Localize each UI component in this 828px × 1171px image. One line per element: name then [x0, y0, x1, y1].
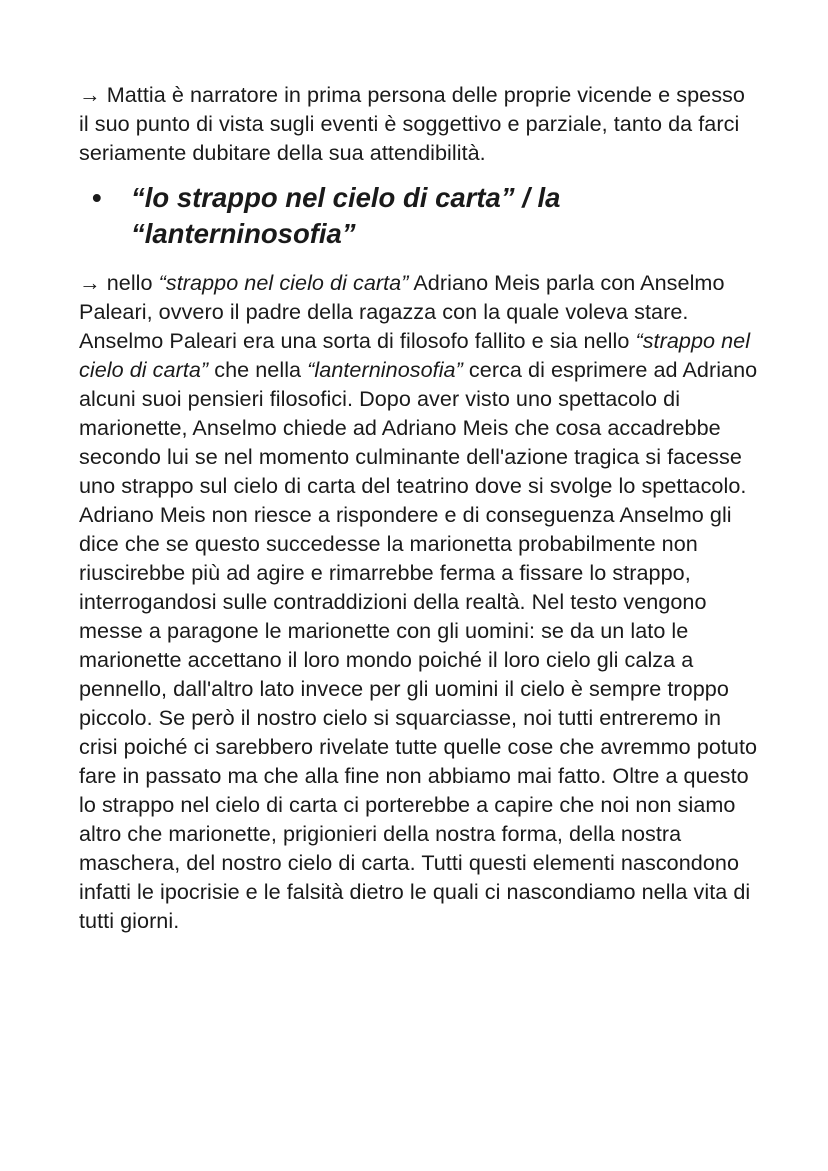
document-page: [79, 80, 759, 935]
body-text-2: Adriano Meis parla con Anselmo Paleari, ovvero il padre della ragazza con la quale voleva stare. Anselmo Paleari era una sorta di filosofo fallito e sia nello: [79, 270, 725, 353]
bullet-icon: •: [92, 182, 102, 213]
quote-strappo: “strappo nel cielo di carta”: [158, 270, 409, 295]
body-text-3: che nella: [208, 357, 308, 382]
section-title: “lo strappo nel cielo di carta” / la “lanterninosofia”: [131, 182, 561, 249]
arrow-icon: →: [79, 270, 101, 295]
arrow-icon: →: [79, 82, 101, 107]
intro-paragraph: [79, 80, 759, 167]
section-heading: [79, 180, 759, 252]
intro-text: Mattia è narratore in prima persona delle proprie vicende e spesso il suo punto di vista sugli eventi è soggettivo e parziale, tanto da farci seriamente dubitare della sua attendibilità.: [79, 82, 745, 165]
quote-strappo-2: “strappo nel cielo di carta”: [79, 328, 751, 382]
body-text-4: cerca di esprimere ad Adriano alcuni suoi pensieri filosofici. Dopo aver visto uno spettacolo di marionette, Anselmo chiede ad Adriano Meis che cosa accadrebbe secondo lui se nel momento culminante dell'azione tragica si facesse uno strappo sul cielo di carta del teatrino dove si svolge lo spettacolo. Adriano Meis non riesce a rispondere e di conseguenza Anselmo gli dice che se questo succedesse la marionetta probabilmente non riuscirebbe più ad agire e rimarrebbe ferma a fissare lo strappo, interrogandosi sulle contraddizioni della realtà. Nel testo vengono messe a paragone le marionette con gli uomini: se da un lato le marionette accettano il loro mondo poiché il loro cielo gli calza a pennello, dall'altro lato invece per gli uomini il cielo è sempre troppo piccolo. Se però il nostro cielo si squarciasse, noi tutti entreremo in crisi poiché ci sarebbero rivelate tutte quelle cose che avremmo potuto fare in passato ma che alla fine non abbiamo mai fatto. Oltre a questo lo strappo nel cielo di carta ci porterebbe a capire che noi non siamo altro che marionette, prigionieri della nostra forma, della nostra maschera, del nostro cielo di carta. Tutti questi elementi nascondono infatti le ipocrisie e le falsità dietro le quali ci nascondiamo nella vita di tutti giorni.: [79, 357, 758, 933]
quote-lanterninosofia: “lanterninosofia”: [307, 357, 463, 382]
body-paragraph: [79, 268, 759, 935]
body-text-1: nello: [100, 270, 159, 295]
